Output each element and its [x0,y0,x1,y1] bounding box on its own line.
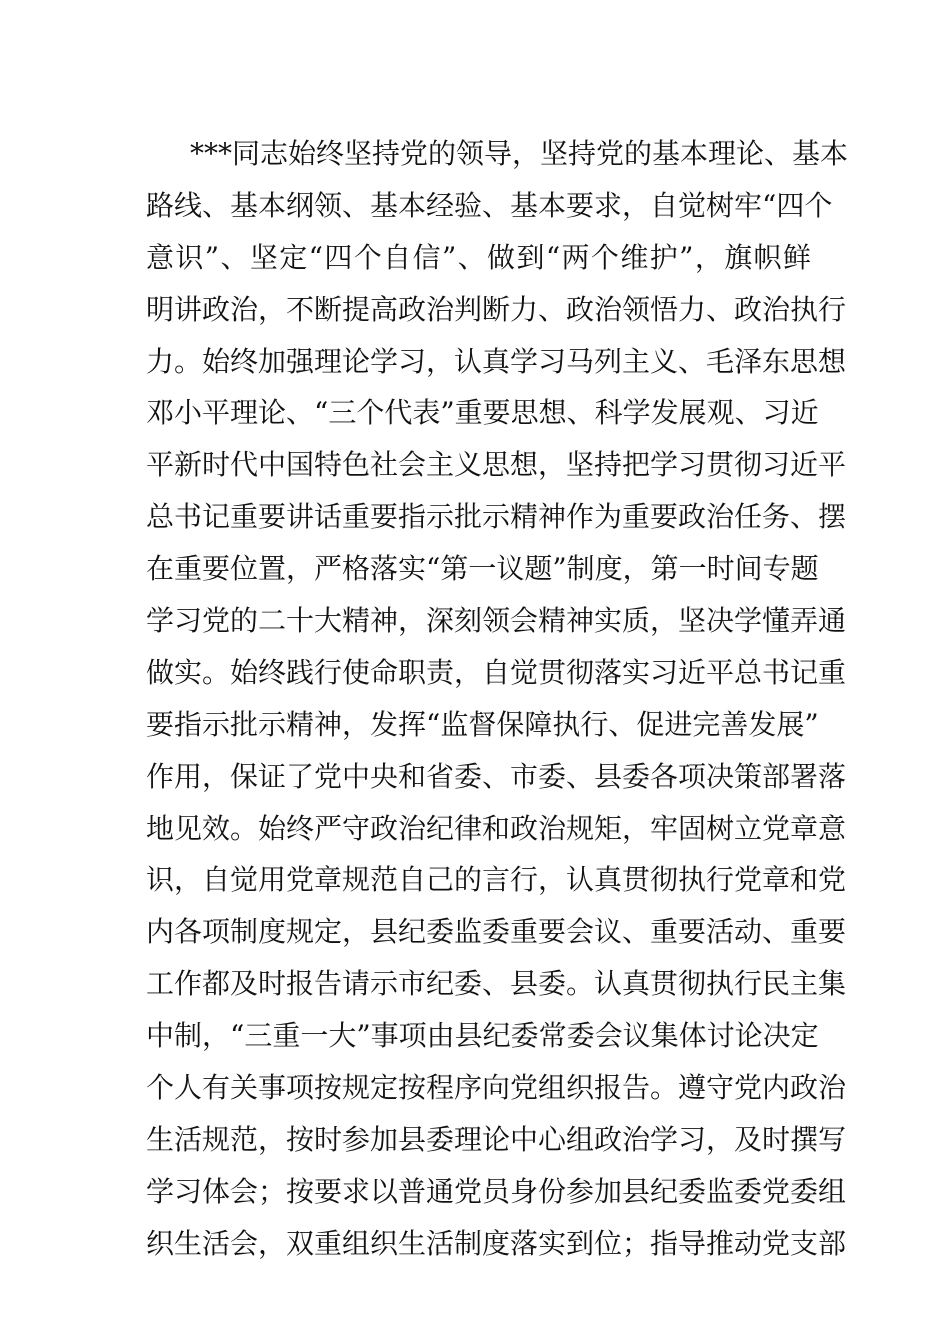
paragraph-line-12: 要指示批示精神，发挥“监督保障执行、促进完善发展” [146,707,819,741]
paragraph-line-21: 学习体会；按要求以普通党员身份参加县纪委监委党委组 [146,1174,847,1208]
paragraph-line-10: 学习党的二十大精神，深刻领会精神实质，坚决学懂弄通 [146,604,847,638]
paragraph-line-11: 做实。始终践行使命职责，自觉贯彻落实习近平总书记重 [146,655,847,689]
paragraph-line-8: 总书记重要讲话重要指示批示精神作为重要政治任务、摆 [146,500,847,534]
paragraph-line-6: 邓小平理论、“三个代表”重要思想、科学发展观、习近 [146,396,819,430]
paragraph-line-2: 路线、基本纲领、基本经验、基本要求，自觉树牢“四个 [146,188,833,222]
paragraph-line-18: 中制，“三重一大”事项由县纪委常委会议集体讨论决定 [146,1019,819,1053]
paragraph-line-5: 力。始终加强理论学习，认真学习马列主义、毛泽东思想 [146,344,847,378]
paragraph-line-9: 在重要位置，严格落实“第一议题”制度，第一时间专题 [146,552,819,586]
paragraph-line-22: 织生活会，双重组织生活制度落实到位；指导推动党支部 [146,1226,847,1260]
paragraph-line-7: 平新时代中国特色社会主义思想，坚持把学习贯彻习近平 [146,448,847,482]
paragraph-line-13: 作用，保证了党中央和省委、市委、县委各项决策部署落 [146,759,847,793]
paragraph-line-17: 工作都及时报告请示市纪委、县委。认真贯彻执行民主集 [146,967,847,1001]
paragraph-line-16: 内各项制度规定，县纪委监委重要会议、重要活动、重要 [146,915,847,949]
paragraph-line-14: 地见效。始终严守政治纪律和政治规矩，牢固树立党章意 [146,811,847,845]
paragraph-line-19: 个人有关事项按规定按程序向党组织报告。遵守党内政治 [146,1071,847,1105]
paragraph-line-15: 识，自觉用党章规范自己的言行，认真贯彻执行党章和党 [146,863,847,897]
paragraph-line-4: 明讲政治，不断提高政治判断力、政治领悟力、政治执行 [146,292,847,326]
paragraph-line-20: 生活规范，按时参加县委理论中心组政治学习，及时撰写 [146,1122,847,1156]
body-paragraph [146,128,849,1270]
paragraph-line-1: ***同志始终坚持党的领导，坚持党的基本理论、基本 [190,137,849,170]
paragraph-line-3: 意识”、坚定“四个自信”、做到“两个维护”，旗帜鲜 [146,240,811,274]
